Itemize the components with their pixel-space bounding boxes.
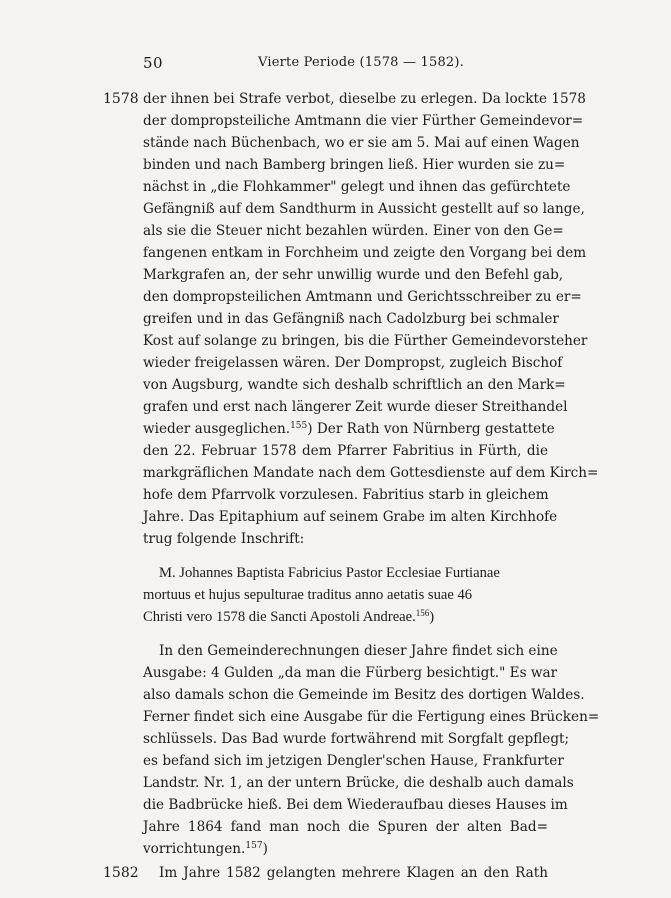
footnote-ref-155: 155 xyxy=(290,421,308,431)
text-line: Gefängniß auf dem Sandthurm in Aussicht gestellt auf so lange, xyxy=(143,201,585,217)
text-line: Jahre. Das Epitaphium auf seinem Grabe im alten Kirchhofe xyxy=(143,509,558,525)
text-line: von Augsburg, wandte sich deshalb schriftlich an den Mark= xyxy=(143,377,566,393)
page-header xyxy=(143,54,548,74)
text-line: Landstr. Nr. 1, an der untern Brücke, die deshalb auch damals xyxy=(143,775,574,791)
line-text: wieder ausgeglichen. xyxy=(143,421,291,437)
margin-year-1578: 1578 xyxy=(103,91,139,107)
text-line: Jahre 1864 fand man noch die Spuren der alten Bad= xyxy=(143,819,548,835)
text-line: wieder freigelassen wären. Der Dompropst, zugleich Bischof xyxy=(143,355,563,371)
text-line: Markgrafen an, der sehr unwillig wurde und den Befehl gab, xyxy=(143,267,564,283)
text-line: trug folgende Inschrift: xyxy=(143,531,305,547)
text-line: die Badbrücke hieß. Bei dem Wiederaufbau dieses Hauses im xyxy=(143,797,568,813)
text-line-footnote-155 xyxy=(143,418,555,440)
text-line: also damals schon die Gemeinde im Besitz des dortigen Waldes. xyxy=(143,687,585,703)
text-line: den dompropsteilichen Amtmann und Gerichtsschreiber zu er= xyxy=(143,289,582,305)
inscription-line-footnote-156 xyxy=(143,606,434,628)
text-line: nächst in „die Flohkammer" gelegt und ihnen das gefürchtete xyxy=(143,179,571,195)
text-line: den 22. Februar 1578 dem Pfarrer Fabritius in Fürth, die xyxy=(143,443,548,459)
inscription-line: M. Johannes Baptista Fabricius Pastor Ecclesiae Furtianae xyxy=(159,565,500,581)
text-line: schlüssels. Das Bad wurde fortwährend mit Sorgfalt gepflegt; xyxy=(143,731,570,747)
text-line: Ausgabe: 4 Gulden „da man die Fürberg besichtigt." Es war xyxy=(143,665,558,681)
text-line: Kost auf solange zu bringen, bis die Fürther Gemeindevorsteher xyxy=(143,333,588,349)
inscription-line: mortuus et hujus sepulturae traditus anno aetatis suae 46 xyxy=(143,587,473,603)
text-line: es befand sich im jetzigen Dengler'schen Hause, Frankfurter xyxy=(143,753,564,769)
text-line-footnote-157 xyxy=(143,838,268,860)
page-number: 50 xyxy=(143,54,164,72)
running-title: Vierte Periode (1578 — 1582). xyxy=(258,55,464,70)
text-line: der dompropsteiliche Amtmann die vier Fürther Gemeindevor= xyxy=(143,113,584,129)
line-text: vorrichtungen. xyxy=(143,841,246,857)
text-line: stände nach Büchenbach, wo er sie am 5. Mai auf einen Wagen xyxy=(143,135,580,151)
text-line: grafen und erst nach längerer Zeit wurde dieser Streithandel xyxy=(143,399,568,415)
text-line: fangenen entkam in Forchheim und zeigte den Vorgang bei dem xyxy=(143,245,587,261)
line-text: ) xyxy=(262,841,268,857)
text-line: markgräflichen Mandate nach dem Gottesdienste auf dem Kirch= xyxy=(143,465,599,481)
text-line: greifen und in das Gefängniß nach Cadolzburg bei schmaler xyxy=(143,311,559,327)
text-line: Ferner findet sich eine Ausgabe für die Fertigung eines Brücken= xyxy=(143,709,600,725)
text-line: Im Jahre 1582 gelangten mehrere Klagen an den Rath xyxy=(159,865,548,881)
margin-year-1582: 1582 xyxy=(103,865,139,881)
text-line: der ihnen bei Strafe verbot, dieselbe zu erlegen. Da lockte 1578 xyxy=(143,91,586,107)
footnote-ref-157: 157 xyxy=(245,841,263,851)
text-line: binden und nach Bamberg bringen ließ. Hier wurden sie zu= xyxy=(143,157,566,173)
text-line: In den Gemeinderechnungen dieser Jahre findet sich eine xyxy=(159,643,558,659)
text-line: hofe dem Pfarrvolk vorzulesen. Fabritius starb in gleichem xyxy=(143,487,549,503)
line-text: Christi vero 1578 die Sancti Apostoli Andreae. xyxy=(143,609,416,625)
footnote-ref-156: 156 xyxy=(415,608,430,618)
text-line: als sie die Steuer nicht bezahlen würden. Einer von den Ge= xyxy=(143,223,564,239)
line-text: ) xyxy=(429,609,435,625)
line-text: ) Der Rath von Nürnberg gestattete xyxy=(307,421,555,437)
